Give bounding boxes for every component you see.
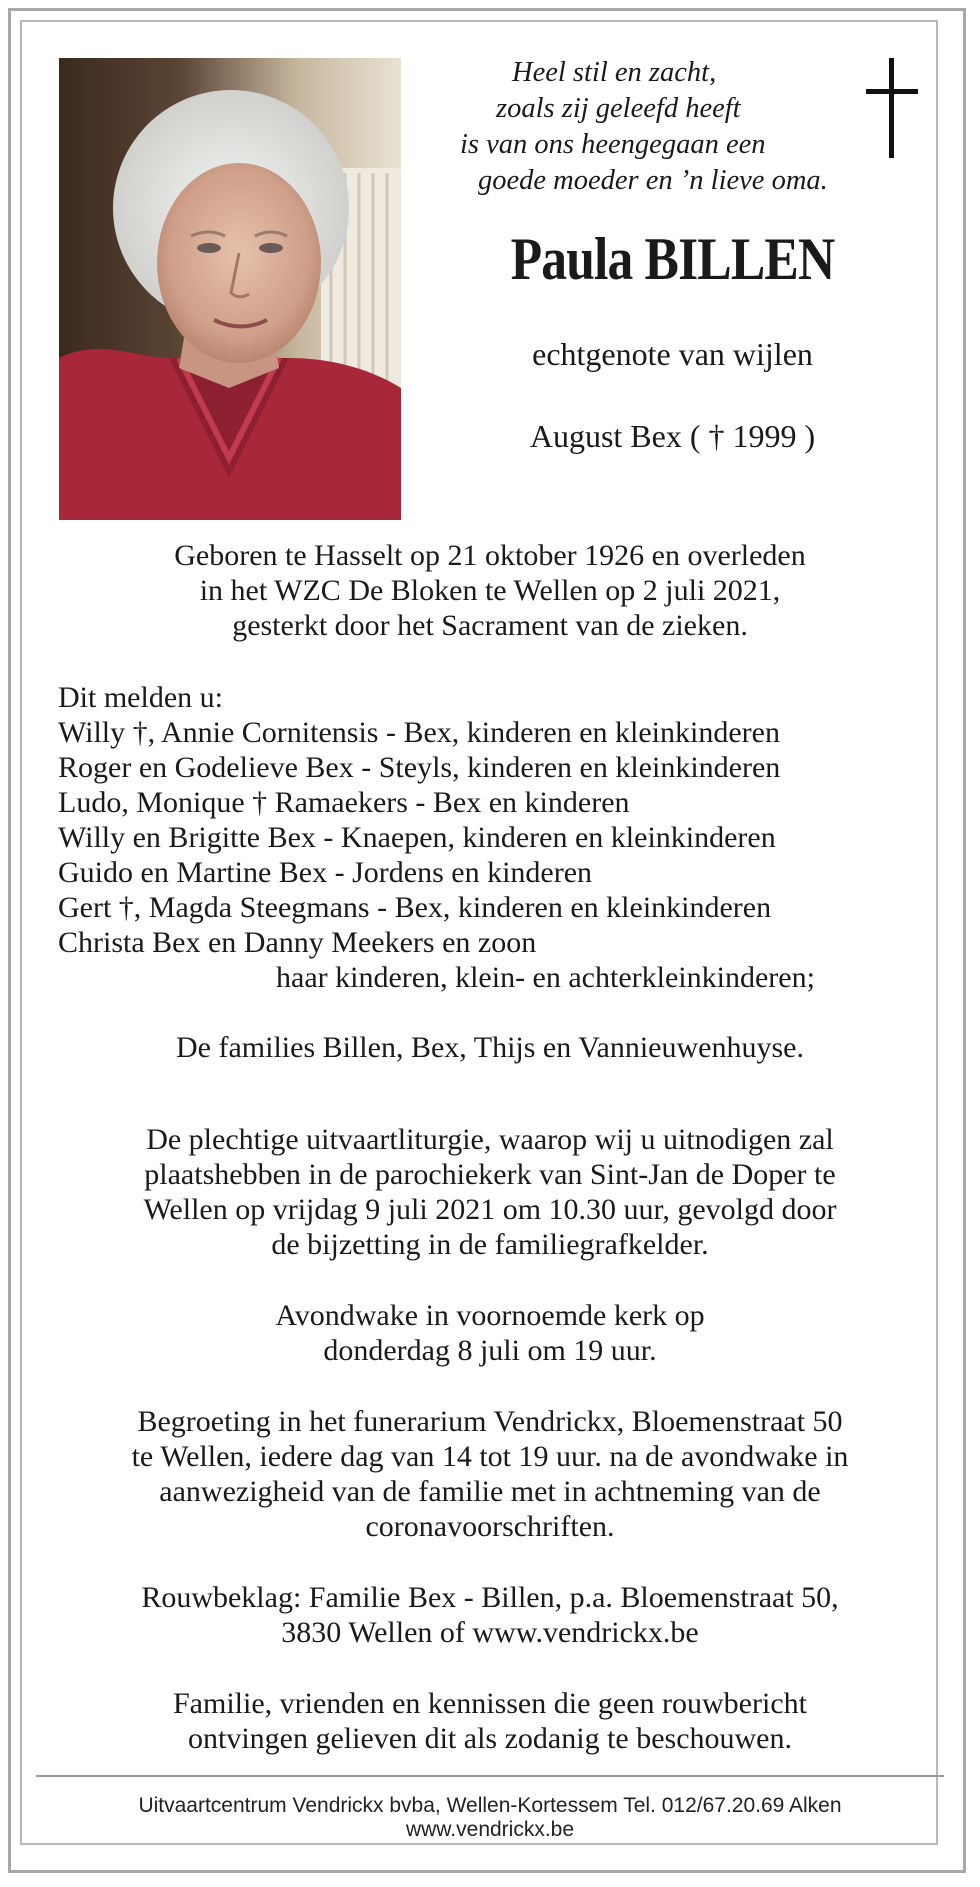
motto-line: zoals zij geleefd heeft: [496, 93, 741, 124]
wake-details: [40, 1298, 940, 1368]
relative-line: Roger en Godelieve Bex - Steyls, kinderen en kleinkinderen: [58, 751, 781, 784]
relative-line: Willy †, Annie Cornitensis - Bex, kinderen en kleinkinderen: [58, 716, 780, 749]
spouse-label: echtgenote van wijlen: [532, 336, 813, 372]
families-line: De families Billen, Bex, Thijs en Vannieuwenhuyse.: [176, 1031, 804, 1064]
text-line: donderdag 8 juli om 19 uur.: [323, 1334, 657, 1367]
text-line: De plechtige uitvaartliturgie, waarop wij u uitnodigen zal: [146, 1123, 834, 1156]
motto-line: is van ons heengegaan een: [460, 129, 766, 160]
text-line: Rouwbeklag: Familie Bex - Billen, p.a. Bloemenstraat 50,: [141, 1581, 839, 1614]
birth-death-text: [40, 538, 940, 643]
relative-line: Guido en Martine Bex - Jordens en kinderen: [58, 856, 593, 889]
motto-line: Heel stil en zacht,: [512, 57, 717, 88]
relative-line: Gert †, Magda Steegmans - Bex, kinderen en kleinkinderen: [58, 891, 772, 924]
text-line: 3830 Wellen of www.vendrickx.be: [281, 1616, 699, 1649]
text-line: Begroeting in het funerarium Vendrickx, Bloemenstraat 50: [137, 1405, 843, 1438]
deceased-name: Paula BILLEN: [510, 226, 835, 292]
relative-line: Christa Bex en Danny Meekers en zoon: [58, 926, 537, 959]
relative-line: Ludo, Monique † Ramaekers - Bex en kinderen: [58, 786, 630, 819]
footer-company: Uitvaartcentrum Vendrickx bvba, Wellen-Kortessem Tel. 012/67.20.69 Alken: [138, 1794, 842, 1817]
motto-line: goede moeder en ’n lieve oma.: [478, 165, 828, 196]
text-line: coronavoorschriften.: [365, 1510, 615, 1543]
text-line: Geboren te Hasselt op 21 oktober 1926 en overleden: [174, 539, 806, 572]
text-line: ontvingen gelieven dit als zodanig te beschouwen.: [188, 1722, 792, 1755]
text-line: Familie, vrienden en kennissen die geen rouwbericht: [173, 1687, 807, 1720]
greeting-details: [40, 1404, 940, 1544]
text-line: in het WZC De Bloken te Wellen op 2 juli 2021,: [199, 574, 781, 607]
footer-website: www.vendrickx.be: [405, 1818, 575, 1841]
announcement-list: [58, 680, 938, 995]
notice-text: [40, 1686, 940, 1756]
footer: [36, 1794, 944, 1842]
announce-intro: Dit melden u:: [58, 681, 223, 714]
motto-verse: [430, 55, 860, 199]
text-line: aanwezigheid van de familie met in achtneming van de: [159, 1475, 821, 1508]
relative-line: Willy en Brigitte Bex - Knaepen, kinderen en kleinkinderen: [58, 821, 776, 854]
portrait-photo: [59, 58, 401, 520]
text-line: Avondwake in voornoemde kerk op: [275, 1299, 705, 1332]
text-line: Wellen op vrijdag 9 juli 2021 om 10.30 uur, gevolgd door: [143, 1193, 837, 1226]
footer-divider: [36, 1775, 944, 1777]
text-line: de bijzetting in de familiegrafkelder.: [271, 1228, 709, 1261]
condolence-details: [40, 1580, 940, 1650]
cross-icon: [862, 58, 922, 160]
text-line: plaatshebben in de parochiekerk van Sint-Jan de Doper te: [144, 1158, 836, 1191]
spouse-name: August Bex ( † 1999 ): [529, 418, 816, 454]
text-line: gesterkt door het Sacrament van de zieken.: [232, 609, 748, 642]
text-line: te Wellen, iedere dag van 14 tot 19 uur. na de avondwake in: [131, 1440, 849, 1473]
funeral-details: [40, 1122, 940, 1262]
announce-closing: haar kinderen, klein- en achterkleinkinderen;: [276, 961, 815, 994]
